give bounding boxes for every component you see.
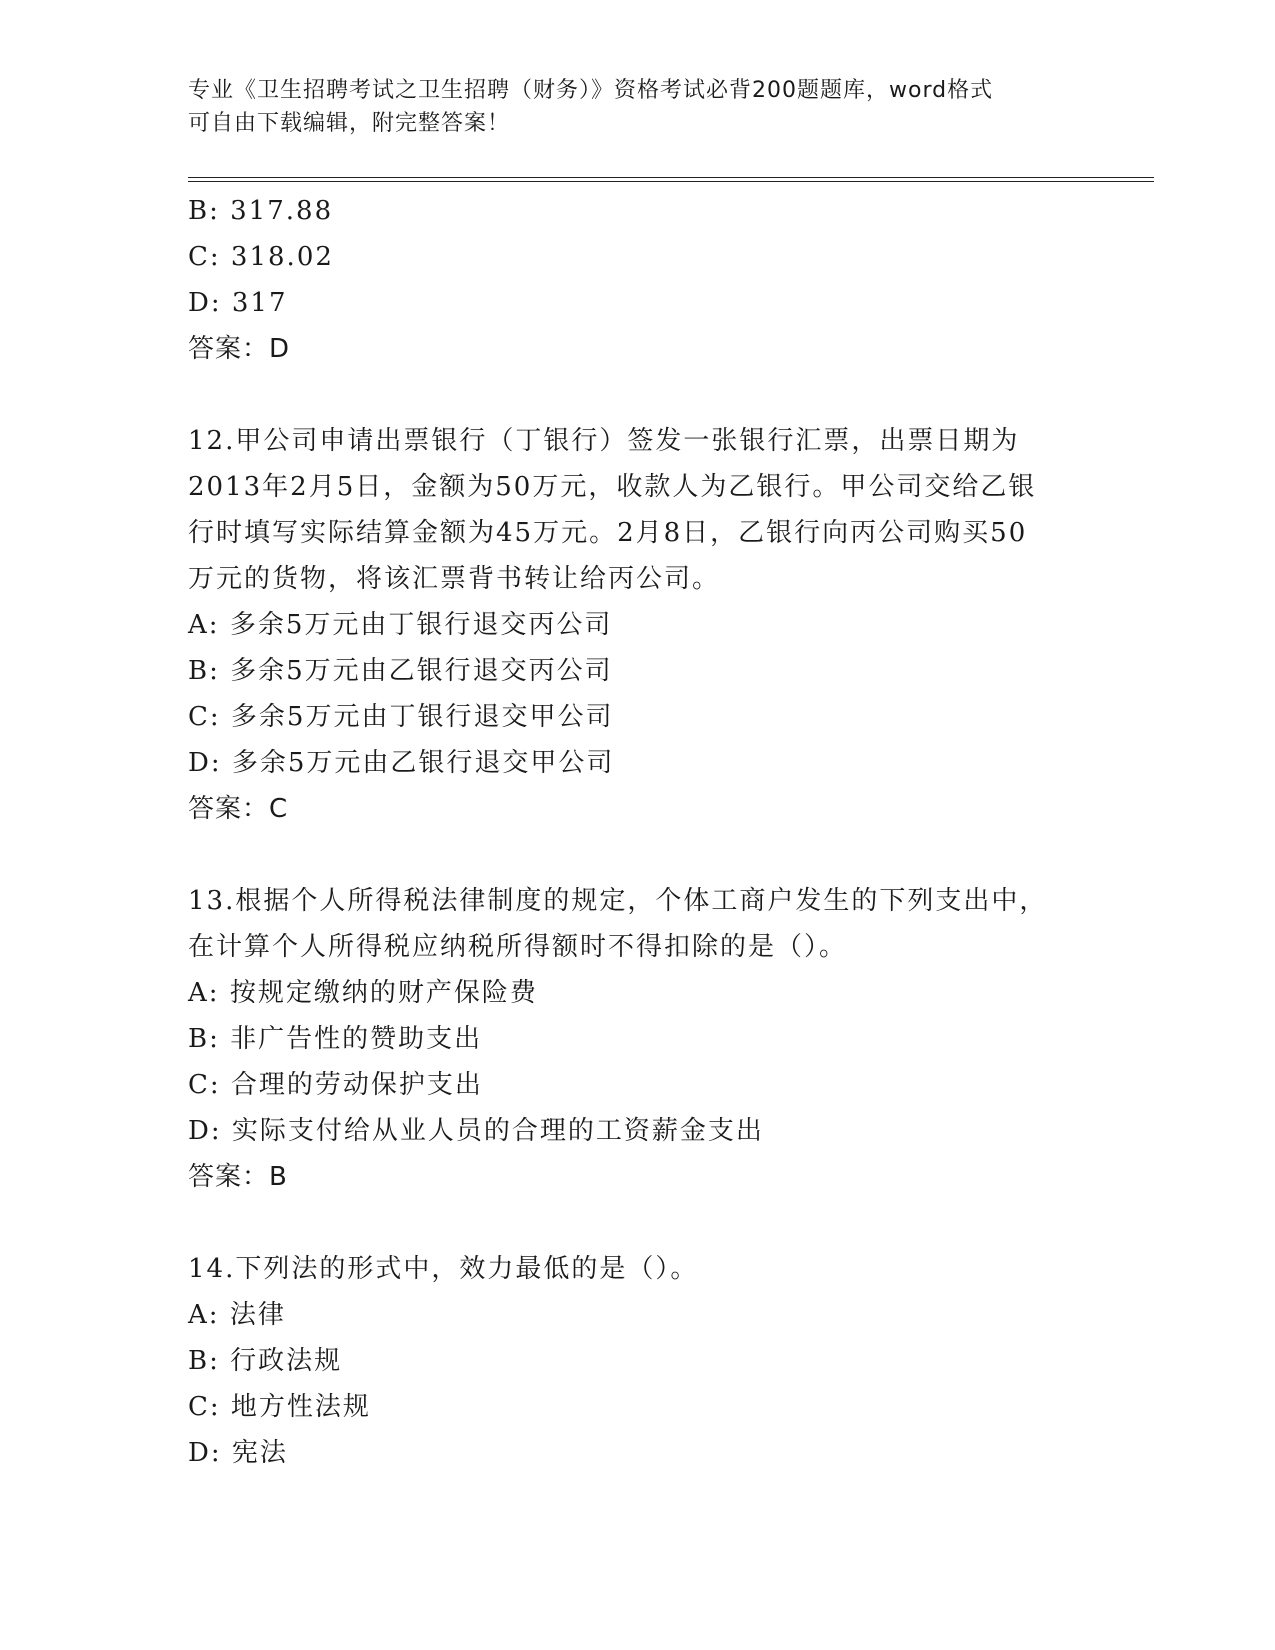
option-d: D: 317: [188, 288, 288, 318]
option-c: C: 合理的劳动保护支出: [188, 1070, 483, 1100]
question-12: [188, 418, 1088, 832]
answer-line: 答案：B: [188, 1162, 288, 1192]
option-c: C: 多余5万元由丁银行退交甲公司: [188, 702, 614, 732]
header-rule-top: [188, 177, 1154, 178]
option-a: A: 按规定缴纳的财产保险费: [188, 978, 538, 1008]
option-b: B: 多余5万元由乙银行退交丙公司: [188, 656, 613, 686]
question-text-line: 行时填写实际结算金额为45万元。2月8日，乙银行向丙公司购买50: [188, 518, 1028, 548]
option-b: B: 非广告性的赞助支出: [188, 1024, 483, 1054]
option-a: A: 法律: [188, 1300, 286, 1330]
option-d: D: 宪法: [188, 1438, 288, 1468]
header-rule-bottom: [188, 181, 1154, 182]
question-text-line: 万元的货物，将该汇票背书转让给丙公司。: [188, 564, 721, 594]
question-text-line: 在计算个人所得税应纳税所得额时不得扣除的是（）。: [188, 932, 848, 962]
question-text-line: 2013年2月5日，金额为50万元，收款人为乙银行。甲公司交给乙银: [188, 472, 1037, 502]
answer-line: 答案：C: [188, 794, 289, 824]
document-header: [188, 74, 1088, 140]
question-11-tail: [188, 188, 1088, 372]
question-text-line: 14.下列法的形式中，效力最低的是（）。: [188, 1254, 699, 1284]
option-d: D: 多余5万元由乙银行退交甲公司: [188, 748, 615, 778]
question-14: [188, 1246, 1088, 1476]
option-b: B: 行政法规: [188, 1346, 343, 1376]
option-d: D: 实际支付给从业人员的合理的工资薪金支出: [188, 1116, 764, 1146]
option-a: A: 多余5万元由丁银行退交丙公司: [188, 610, 613, 640]
question-13: [188, 878, 1088, 1200]
question-text-line: 13.根据个人所得税法律制度的规定，个体工商户发生的下列支出中，: [188, 886, 1048, 916]
option-c: C: 318.02: [188, 242, 334, 272]
header-line-2: 可自由下载编辑，附完整答案！: [188, 111, 511, 136]
option-c: C: 地方性法规: [188, 1392, 371, 1422]
document-body: [188, 188, 1088, 1476]
question-text-line: 12.甲公司申请出票银行（丁银行）签发一张银行汇票，出票日期为: [188, 426, 1020, 456]
answer-line: 答案：D: [188, 334, 291, 364]
header-line-1: 专业《卫生招聘考试之卫生招聘（财务）》资格考试必背200题题库，word格式: [188, 78, 994, 103]
option-b: B: 317.88: [188, 196, 334, 226]
